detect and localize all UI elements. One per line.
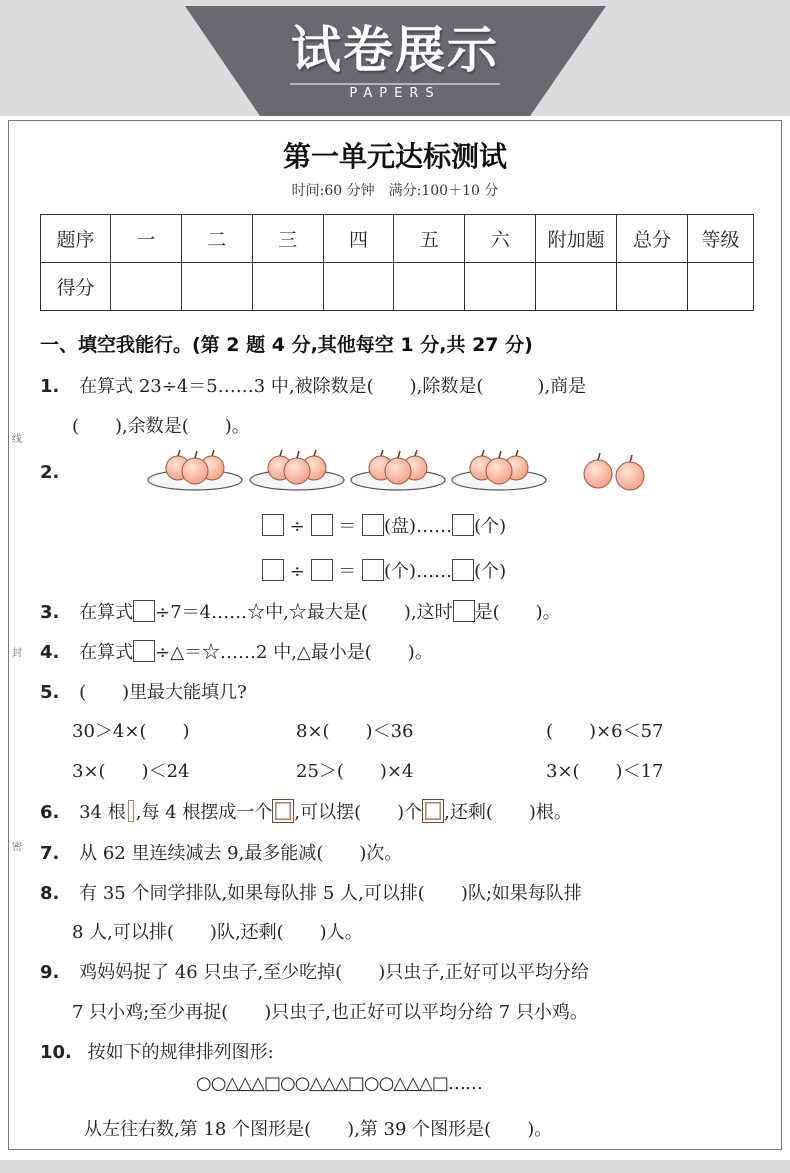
score-header-cell: 等级	[688, 215, 754, 263]
division-sign: ÷	[289, 516, 305, 537]
question-5-item: 30＞4×( )	[72, 721, 190, 742]
score-cell[interactable]	[688, 263, 754, 311]
section-1-heading: 一、填空我能行。(第 2 题 4 分,其他每空 1 分,共 27 分)	[40, 334, 533, 356]
score-cell[interactable]	[252, 263, 323, 311]
unit-label: (个)	[474, 516, 507, 537]
score-header-cell: 一	[110, 215, 181, 263]
unit-label: (个)	[474, 561, 507, 582]
question-3-text-c: 是( )。	[474, 602, 561, 623]
margin-mark-xian: 线	[12, 434, 22, 445]
answer-box[interactable]	[311, 559, 333, 581]
answer-box[interactable]	[362, 514, 384, 536]
question-6-text-c: ,可以摆( )个	[294, 802, 423, 823]
question-2-number	[40, 462, 59, 483]
score-cell[interactable]	[617, 263, 688, 311]
question-2-equation-1	[262, 512, 506, 538]
score-cell[interactable]	[181, 263, 252, 311]
question-5-text: ( )里最大能填几?	[79, 682, 247, 703]
score-header-cell: 三	[252, 215, 323, 263]
question-9-text: 鸡妈妈捉了 46 只虫子,至少吃掉( )只虫子,正好可以平均分给	[79, 962, 589, 983]
question-5-item: ( )×6＜57	[546, 721, 664, 742]
question-10-line1	[40, 1038, 274, 1064]
question-5-item: 25＞( )×4	[296, 761, 414, 782]
unit-label: (盘)……	[384, 516, 453, 537]
score-header-cell: 题序	[41, 215, 111, 263]
question-4-text-a: 在算式	[79, 642, 134, 663]
question-6-text-d: ,还剩( )根。	[444, 802, 572, 823]
answer-box[interactable]	[262, 514, 284, 536]
question-number: 2.	[40, 462, 60, 483]
question-9-line1	[40, 958, 589, 984]
score-header-cell: 二	[181, 215, 252, 263]
answer-box[interactable]	[311, 514, 333, 536]
question-4	[40, 638, 433, 664]
question-10-shape-pattern: ○○△△△□○○△△△□○○△△△□……	[196, 1073, 482, 1094]
question-number: 10.	[40, 1042, 72, 1063]
score-table-header-row	[41, 215, 754, 263]
score-cell[interactable]	[110, 263, 181, 311]
plate-of-apples-3	[351, 450, 445, 490]
question-2-equation-2	[262, 557, 506, 583]
bottom-bar	[0, 1160, 790, 1173]
banner-title: 试卷展示	[291, 21, 499, 79]
score-header-cell: 附加题	[536, 215, 617, 263]
question-6-text-b: ,每 4 根摆成一个	[135, 802, 273, 823]
equals-sign: ＝	[338, 561, 357, 582]
question-8-line2: 8 人,可以排( )队,还剩( )人。	[72, 922, 363, 943]
exam-time-info: 时间:60 分钟 满分:100＋10 分	[291, 183, 499, 199]
answer-box	[133, 640, 155, 662]
equals-sign: ＝	[338, 516, 357, 537]
answer-box	[133, 600, 155, 622]
answer-box	[453, 600, 475, 622]
question-6	[40, 798, 572, 824]
question-6-text-a: 34 根	[79, 802, 126, 823]
question-number: 4.	[40, 642, 60, 663]
score-header-cell: 五	[394, 215, 465, 263]
answer-box[interactable]	[452, 559, 474, 581]
question-number: 1.	[40, 376, 60, 397]
question-4-text-b: ÷△＝☆……2 中,△最小是( )。	[155, 642, 433, 663]
question-3-text-b: ÷7＝4……☆中,☆最大是( ),这时	[155, 602, 453, 623]
score-cell[interactable]	[394, 263, 465, 311]
question-5	[40, 678, 247, 704]
plate-of-apples-2	[250, 450, 344, 490]
score-cell[interactable]	[465, 263, 536, 311]
question-number: 5.	[40, 682, 60, 703]
unit-label: (个)……	[384, 561, 453, 582]
question-7	[40, 839, 402, 865]
question-number: 6.	[40, 802, 60, 823]
question-number: 3.	[40, 602, 60, 623]
stick-square-icon	[272, 799, 294, 823]
loose-apples	[584, 453, 644, 490]
score-cell[interactable]	[536, 263, 617, 311]
question-9-line2: 7 只小鸡;至少再捉( )只虫子,也正好可以平均分给 7 只小鸡。	[72, 1002, 588, 1023]
question-10-line3: 从左往右数,第 18 个图形是( ),第 39 个图形是( )。	[84, 1119, 553, 1140]
question-5-item: 3×( )＜24	[72, 761, 190, 782]
margin-mark-mi: 密	[12, 842, 22, 853]
question-number: 8.	[40, 883, 60, 904]
question-1-text: 在算式 23÷4＝5……3 中,被除数是( ),除数是( ),商是	[79, 376, 587, 397]
stick-icon	[128, 800, 134, 822]
answer-box[interactable]	[262, 559, 284, 581]
question-number: 7.	[40, 843, 60, 864]
exam-title: 第一单元达标测试	[282, 140, 507, 173]
question-8-text: 有 35 个同学排队,如果每队排 5 人,可以排( )队;如果每队排	[79, 883, 582, 904]
question-10-text: 按如下的规律排列图形:	[87, 1042, 274, 1063]
question-5-item: 3×( )＜17	[546, 761, 664, 782]
stick-square-icon	[422, 799, 444, 823]
question-7-text: 从 62 里连续减去 9,最多能减( )次。	[79, 843, 403, 864]
plate-of-apples-1	[148, 450, 242, 490]
question-1-line2: ( ),余数是( )。	[72, 416, 250, 437]
answer-box[interactable]	[362, 559, 384, 581]
question-3-text-a: 在算式	[79, 602, 134, 623]
banner-subtitle: PAPERS	[349, 86, 441, 101]
score-table	[40, 214, 754, 311]
margin-mark-feng: 封	[12, 648, 22, 659]
score-header-cell: 四	[323, 215, 394, 263]
question-3	[40, 598, 561, 624]
score-table-score-row	[41, 263, 754, 311]
apple-plates-illustration	[140, 444, 660, 496]
question-1-line1	[40, 372, 586, 398]
question-number: 9.	[40, 962, 60, 983]
question-8-line1	[40, 879, 582, 905]
score-cell[interactable]	[323, 263, 394, 311]
score-row-label: 得分	[41, 263, 111, 311]
score-header-cell: 六	[465, 215, 536, 263]
score-header-cell: 总分	[617, 215, 688, 263]
question-5-item: 8×( )＜36	[296, 721, 414, 742]
plate-of-apples-4	[452, 450, 546, 490]
division-sign: ÷	[289, 561, 305, 582]
answer-box[interactable]	[452, 514, 474, 536]
